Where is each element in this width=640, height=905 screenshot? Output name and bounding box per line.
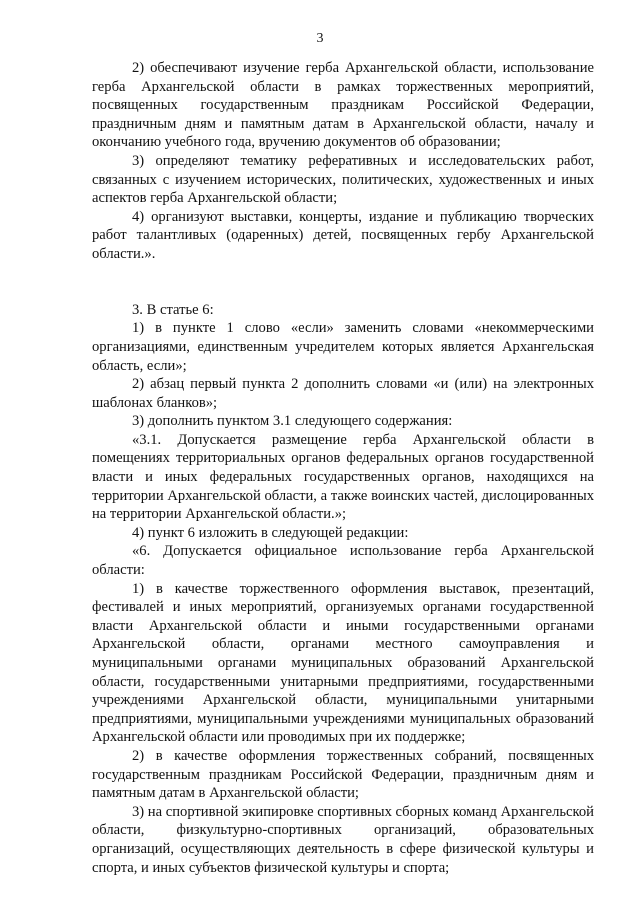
paragraph-gap bbox=[92, 282, 594, 301]
paragraph-item-2: 2) обеспечивают изучение герба Архангельской области, использование герба Архангельской области в рамках торжественных мероприятий, посвященных государственным праздникам Российской Федерации, праздничным дням и памятным датам в Архангельской области, началу и окончанию учебного года, вручению документов об образовании; bbox=[92, 60, 594, 151]
amendment-item-3: 3) дополнить пунктом 3.1 следующего содержания: bbox=[132, 413, 453, 430]
section-heading-article-6: 3. В статье 6: bbox=[132, 301, 214, 318]
clause-6-item-2: 2) в качестве оформления торжественных собраний, посвященных государственным праздникам Российской Федерации, праздничным дням и памятным датам в Архангельской области; bbox=[92, 747, 594, 802]
amendment-item-1: 1) в пункте 1 слово «если» заменить словами «некоммерческими организациями, единственным учредителем которых является Архангельская область, если»; bbox=[92, 320, 594, 374]
paragraph-gap bbox=[92, 264, 594, 283]
clause-3-1: «3.1. Допускается размещение герба Архангельской области в помещениях территориальных органов федеральных органов государственной власти и иных федеральных государственных органов, находящихся на территории Архангельской области, а также воинских частей, дислоцированных на территории Архангельской области.»; bbox=[92, 431, 594, 523]
paragraph-item-3: 3) определяют тематику реферативных и исследовательских работ, связанных с изучением исторических, политических, художественных и иных аспектов герба Архангельской области; bbox=[92, 152, 594, 207]
paragraph-item-4: 4) организуют выставки, концерты, издание и публикацию творческих работ талантливых (одаренных) детей, посвященных гербу Архангельской области.». bbox=[92, 208, 594, 262]
amendment-item-4: 4) пункт 6 изложить в следующей редакции: bbox=[132, 524, 409, 541]
amendment-item-2: 2) абзац первый пункта 2 дополнить словами «и (или) на электронных шаблонах бланков»; bbox=[92, 376, 594, 411]
clause-6-intro: «6. Допускается официальное использование герба Архангельской области: bbox=[92, 543, 594, 579]
page-number: 3 bbox=[316, 31, 324, 46]
clause-6-item-1: 1) в качестве торжественного оформления выставок, презентаций, фестивалей и иных мероприятий, организуемых органами государственной власти Архангельской области и иными государственными органами Архангельской области, органами местного самоуправления и муниципальными органами муниципальных образований Архангельской области, государственными унитарными предприятиями, государственными учреждениями Архангельской области, муниципальными унитарными предприятиями, муниципальными учреждениями муниципальных образований Архангельской области или проводимых при их поддержке; bbox=[92, 580, 594, 746]
document-body bbox=[92, 59, 594, 877]
clause-6-item-3: 3) на спортивной экипировке спортивных сборных команд Архангельской области, физкультурно-спортивных организаций, образовательных организаций, осуществляющих деятельность в сфере физической культуры и спорта, и иных субъектов физической культуры и спорта; bbox=[92, 803, 594, 876]
